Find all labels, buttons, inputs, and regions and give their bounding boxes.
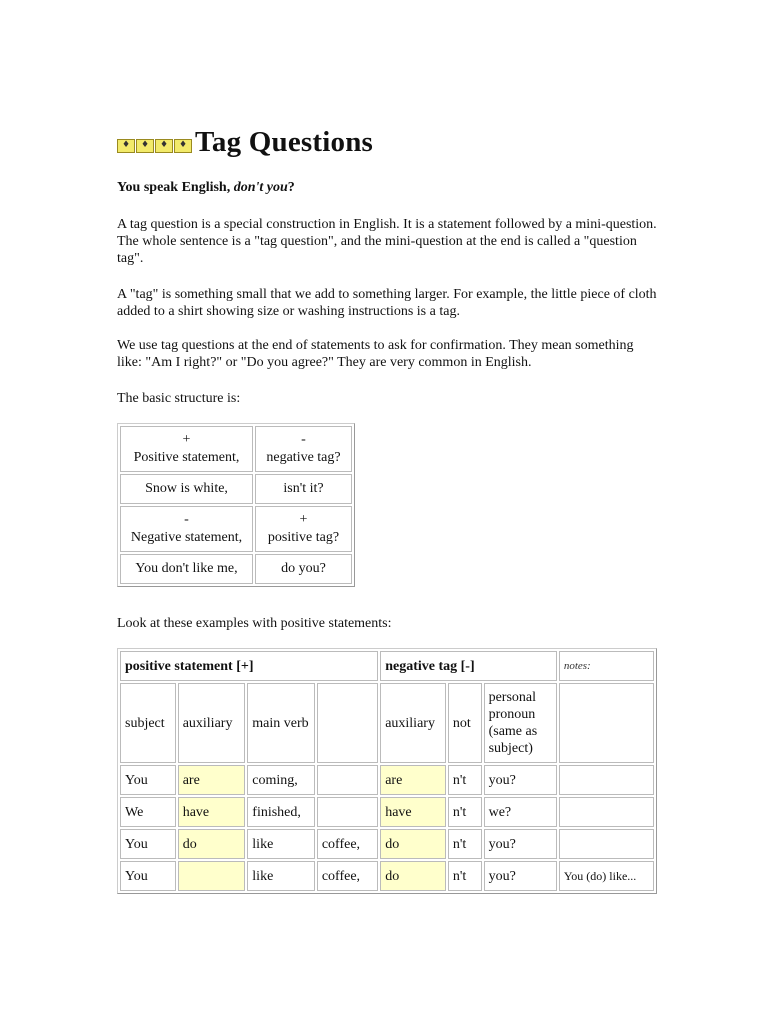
paragraph-usage: We use tag questions at the end of statements to ask for confirmation. They mean something like: "Am I right?" or "Do you agree?" They are very common in English. <box>117 338 634 370</box>
table-cell <box>120 506 253 552</box>
cell-auxiliary: have <box>178 797 246 827</box>
cell-auxiliary-tag: are <box>380 765 446 795</box>
cell-text: Positive statement, <box>133 450 240 465</box>
cell-text: negative tag? <box>266 450 341 465</box>
cell-main-verb: coming, <box>247 765 315 795</box>
dice-icon: ♦ <box>174 139 192 153</box>
cell-extra <box>317 797 378 827</box>
table-column-row <box>120 683 654 763</box>
column-notes <box>559 683 654 763</box>
dice-icon: ♦ <box>155 139 173 153</box>
cell-auxiliary: do <box>178 829 246 859</box>
table-cell <box>255 506 352 552</box>
header-notes: notes: <box>559 651 654 681</box>
cell-auxiliary <box>178 861 246 891</box>
cell-not: n't <box>448 829 482 859</box>
cell-extra <box>317 765 378 795</box>
table-row <box>120 797 654 827</box>
cell-not: n't <box>448 765 482 795</box>
column-subject: subject <box>120 683 176 763</box>
cell-pronoun: you? <box>484 765 557 795</box>
table-row <box>120 861 654 891</box>
column-pronoun: personal pronoun (same as subject) <box>484 683 557 763</box>
cell-subject: You <box>120 765 176 795</box>
cell-extra: coffee, <box>317 861 378 891</box>
table-cell: do you? <box>255 554 352 584</box>
paragraph-definition: A tag question is a special construction in English. It is a statement followed by a mini-question. The whole sentence is a "tag question", and the mini-question at the end is called a "question tag". <box>117 217 657 266</box>
table-cell: isn't it? <box>255 474 352 504</box>
sign: - <box>301 432 306 447</box>
positive-examples-table <box>117 648 657 894</box>
subtitle <box>117 180 295 196</box>
sign: + <box>299 512 308 527</box>
table-row <box>120 554 352 584</box>
cell-subject: We <box>120 797 176 827</box>
column-main-verb: main verb <box>247 683 315 763</box>
dice-icon: ♦ <box>117 139 135 153</box>
cell-notes <box>559 797 654 827</box>
subtitle-italic: don't you <box>233 180 288 195</box>
paragraph-tag-meaning: A "tag" is something small that we add to something larger. For example, the little piece of cloth added to a shirt showing size or washing instructions is a tag. <box>117 287 657 319</box>
cell-auxiliary-tag: do <box>380 829 446 859</box>
cell-notes: You (do) like... <box>559 861 654 891</box>
paragraph-structure-intro: The basic structure is: <box>117 391 241 406</box>
table-cell: Snow is white, <box>120 474 253 504</box>
cell-main-verb: like <box>247 861 315 891</box>
subtitle-before: You speak English, <box>117 180 234 195</box>
cell-pronoun: you? <box>484 829 557 859</box>
paragraph-examples-intro: Look at these examples with positive statements: <box>117 616 392 631</box>
table-row <box>120 426 352 472</box>
cell-pronoun: we? <box>484 797 557 827</box>
dice-icon: ♦ <box>136 139 154 153</box>
cell-main-verb: like <box>247 829 315 859</box>
cell-extra: coffee, <box>317 829 378 859</box>
cell-auxiliary-tag: have <box>380 797 446 827</box>
title-row <box>117 126 373 159</box>
column-not: not <box>448 683 482 763</box>
basic-structure-table <box>117 423 355 587</box>
cell-auxiliary: are <box>178 765 246 795</box>
column-auxiliary: auxiliary <box>178 683 246 763</box>
sign: - <box>184 512 189 527</box>
table-cell <box>120 426 253 472</box>
cell-subject: You <box>120 861 176 891</box>
cell-notes <box>559 829 654 859</box>
subtitle-after: ? <box>287 180 295 195</box>
column-extra <box>317 683 378 763</box>
table-row <box>120 829 654 859</box>
cell-pronoun: you? <box>484 861 557 891</box>
page-title: Tag Questions <box>195 126 374 158</box>
cell-text: Negative statement, <box>130 530 243 545</box>
table-row <box>120 506 352 552</box>
table-row <box>120 474 352 504</box>
table-header-row <box>120 651 654 681</box>
table-cell: You don't like me, <box>120 554 253 584</box>
cell-not: n't <box>448 797 482 827</box>
table-row <box>120 765 654 795</box>
cell-subject: You <box>120 829 176 859</box>
table-cell <box>255 426 352 472</box>
dice-icons <box>117 139 193 153</box>
column-auxiliary-tag: auxiliary <box>380 683 446 763</box>
cell-main-verb: finished, <box>247 797 315 827</box>
header-negative-tag: negative tag [-] <box>380 651 557 681</box>
cell-auxiliary-tag: do <box>380 861 446 891</box>
header-positive-statement: positive statement [+] <box>120 651 378 681</box>
cell-notes <box>559 765 654 795</box>
cell-not: n't <box>448 861 482 891</box>
cell-text: positive tag? <box>267 530 340 545</box>
sign: + <box>182 432 191 447</box>
